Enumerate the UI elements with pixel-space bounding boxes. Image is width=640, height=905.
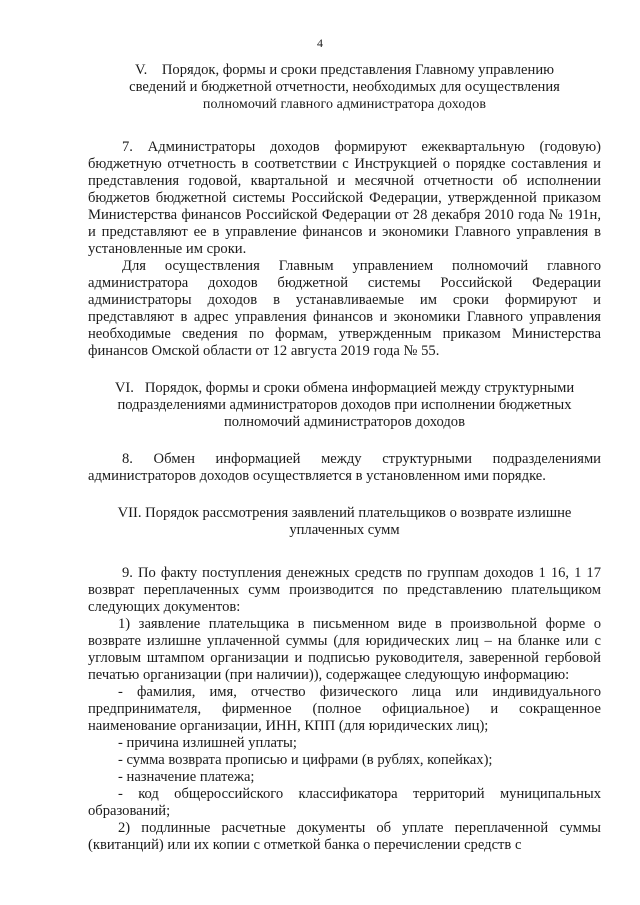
paragraph-7: 7. Администраторы доходов формируют ежеквартальную (годовую) бюджетную отчетность в соответствии с Инструкцией о порядке составления и представления годовой, квартальной и месячной отчетности об исполнении бюджетов бюджетной системы Российской Федерации, утвержденной приказом Министерства финансов Российской Федерации от 28 декабря 2010 года № 191н, и представляют ее в управление финансов и экономики Главного управления в установленные им сроки. [88, 139, 601, 257]
section-5-heading-line-2: сведений и бюджетной отчетности, необходимых для осуществления [129, 79, 560, 95]
section-7-heading-line-1: VII. Порядок рассмотрения заявлений плательщиков о возврате излишне [117, 505, 572, 521]
paragraph-8: 8. Обмен информацией между структурными подразделениями администраторов доходов осуществляется в установленном ими порядке. [88, 451, 601, 484]
list-item: - сумма возврата прописью и цифрами (в рублях, копейках); [118, 752, 493, 768]
section-6-heading-line-1: VI. Порядок, формы и сроки обмена информацией между структурными [114, 380, 575, 396]
list-item: - причина излишней уплаты; [118, 735, 297, 751]
section-6-heading [88, 380, 601, 431]
document-body [88, 62, 601, 854]
section-5-heading-line-1: V. Порядок, формы и сроки представления Главному управлению [134, 62, 555, 78]
paragraph-9: 9. По факту поступления денежных средств по группам доходов 1 16, 1 17 возврат переплаченных сумм производится по представлению плательщиком следующих документов: [88, 565, 601, 615]
section-6-heading-line-2: подразделениями администраторов доходов при исполнении бюджетных [117, 397, 572, 413]
section-7-heading-line-2: уплаченных сумм [289, 522, 400, 538]
paragraph-9-item-2: 2) подлинные расчетные документы об уплате переплаченной суммы (квитанций) или их копии с отметкой банка о перечислении средств с [88, 820, 601, 853]
section-6-heading-line-3: полномочий администраторов доходов [224, 414, 465, 430]
page-number: 4 [317, 36, 323, 50]
paragraph-9-item-1: 1) заявление плательщика в письменном виде в произвольной форме о возврате излишне уплаченной суммы (для юридических лиц – на бланке или с угловым штампом организации и подписью руководителя, заверенной гербовой печатью организации (при наличии)), содержащее следующую информацию: [88, 616, 601, 683]
section-5-heading [88, 62, 601, 113]
section-5-heading-line-3: полномочий главного администратора доходов [202, 97, 487, 112]
list-item: - назначение платежа; [118, 769, 255, 785]
list-item: - код общероссийского классификатора территорий муниципальных образований; [88, 786, 601, 819]
list-item: - фамилия, имя, отчество физического лица или индивидуального предпринимателя, фирменное (полное официальное) и сокращенное наименование организации, ИНН, КПП (для юридических лиц); [88, 684, 601, 734]
section-7-heading [88, 505, 601, 539]
paragraph-7-continued: Для осуществления Главным управлением полномочий главного администратора доходов бюджетной системы Российской Федерации администраторы доходов в устанавливаемые им сроки формируют и представляют в адрес управления финансов и экономики Главного управления необходимые сведения по формам, утвержденным приказом Министерства финансов Омской области от 12 августа 2019 года № 55. [88, 258, 601, 359]
